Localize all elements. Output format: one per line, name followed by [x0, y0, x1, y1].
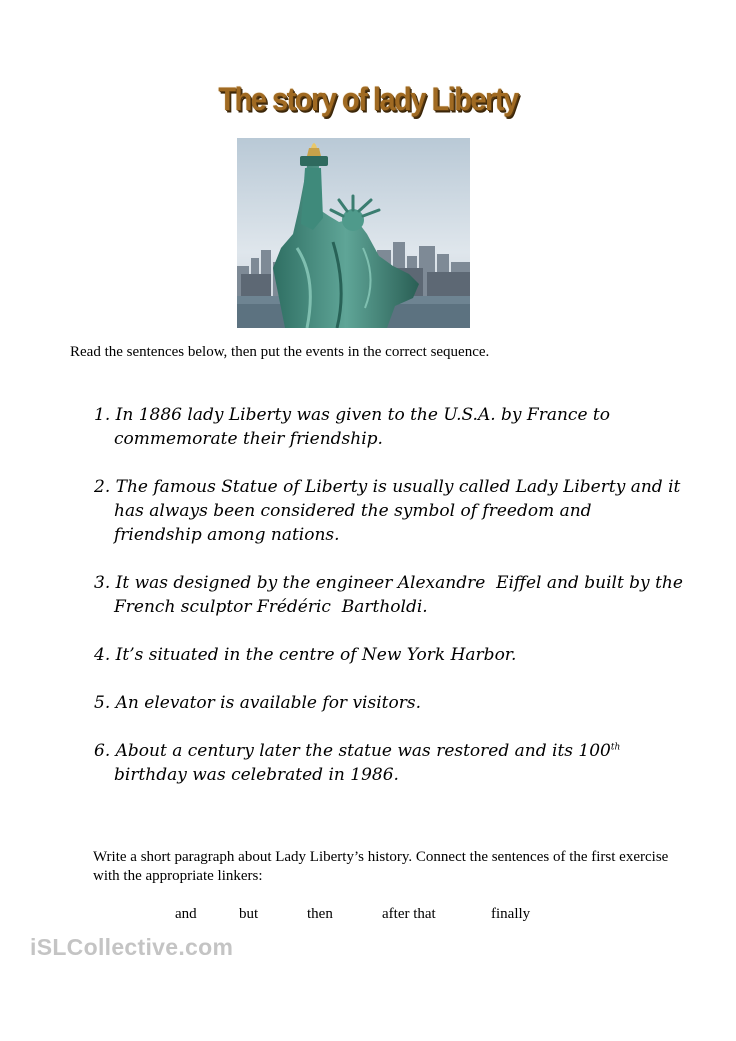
sentence-list [94, 403, 689, 811]
sentence-number: 5. [94, 693, 111, 713]
sentence-text: It’s situated in the centre of New York Harbor. [115, 645, 517, 665]
linker-word: then [307, 906, 333, 922]
sentence-number: 3. [94, 573, 111, 593]
sentence-text: In 1886 lady Liberty was given to the U.S.A. by France to commemorate their friendship. [114, 405, 610, 449]
sentence-number: 2. [94, 477, 111, 497]
sentence-text: The famous Statue of Liberty is usually called Lady Liberty and it has always been considered the symbol of freedom and friendship among nations. [114, 477, 681, 545]
sentence-item [94, 691, 684, 715]
sentence-item [94, 643, 684, 667]
site-watermark: iSLCollective.com [30, 934, 234, 960]
sentence-number: 4. [94, 645, 111, 665]
statue-of-liberty-image [237, 138, 470, 328]
worksheet-title: The story of lady Liberty [218, 82, 518, 118]
sentence-number: 1. [94, 405, 111, 425]
sentence-item [94, 571, 689, 619]
sentence-text: An elevator is available for visitors. [115, 693, 421, 713]
ordinal-suffix: th [610, 742, 621, 753]
sentence-item [94, 403, 684, 451]
linker-word: and [175, 906, 197, 922]
sentence-number: 6. [94, 741, 111, 761]
writing-instruction: Write a short paragraph about Lady Liberty’s history. Connect the sentences of the first exercise with the appropriate linkers: [93, 849, 669, 884]
exercise-instruction: Read the sentences below, then put the events in the correct sequence. [70, 344, 490, 360]
sentence-item [94, 475, 684, 547]
sentence-text-end: birthday was celebrated in 1986. [114, 765, 399, 785]
linker-word: after that [382, 906, 436, 922]
sentence-text: About a century later the statue was restored and its 100 [110, 741, 611, 761]
linker-word: but [239, 906, 259, 922]
sentence-item [94, 739, 684, 787]
sentence-text: It was designed by the engineer Alexandre Eiffel and built by the French sculptor Frédéric Bartholdi. [114, 573, 689, 617]
linker-word: finally [491, 906, 531, 922]
